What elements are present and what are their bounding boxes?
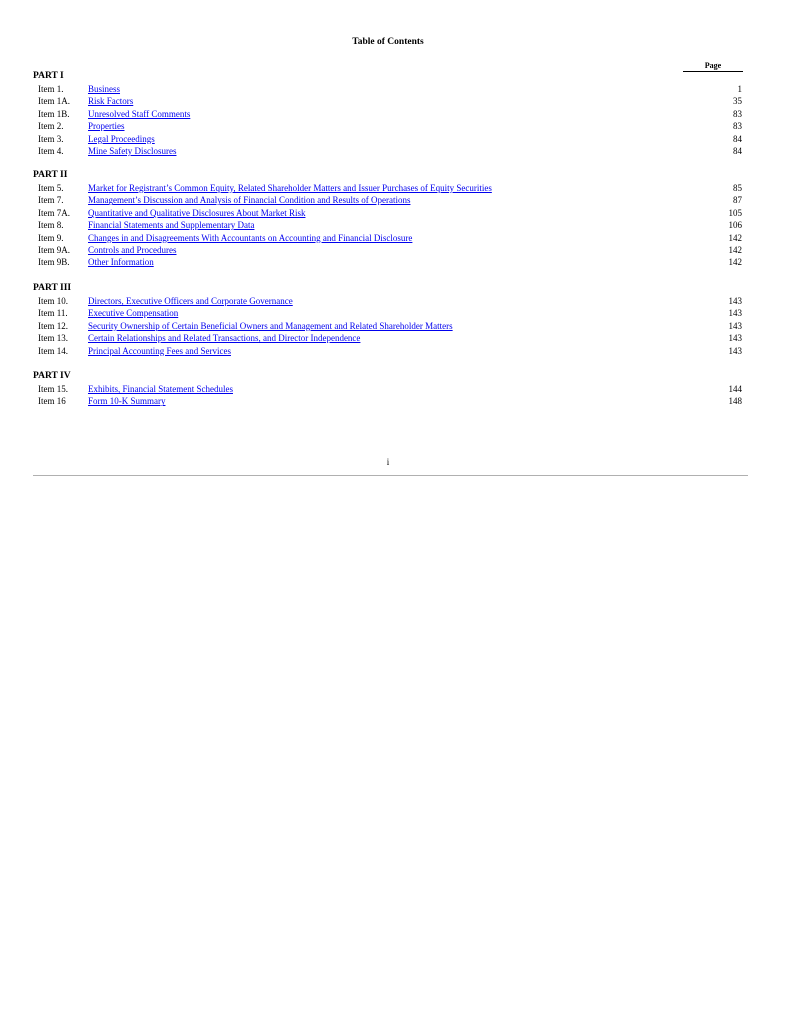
item-number: Item 15. xyxy=(38,384,68,394)
toc-row xyxy=(33,194,745,206)
item-link-executive-compensation[interactable]: Executive Compensation xyxy=(88,308,179,319)
item-number: Item 9. xyxy=(38,232,64,243)
item-link-accounting-fees[interactable]: Principal Accounting Fees and Services xyxy=(88,345,231,356)
toc-row xyxy=(33,95,745,107)
item-page: 143 xyxy=(728,345,742,356)
toc-row xyxy=(33,332,745,344)
item-link-legal-proceedings[interactable]: Legal Proceedings xyxy=(88,133,155,144)
item-page: 143 xyxy=(728,333,742,344)
part-3 xyxy=(33,282,745,357)
part-heading: PART III xyxy=(33,283,72,293)
item-link-business[interactable]: Business xyxy=(88,84,121,94)
item-number: Item 3. xyxy=(38,133,64,144)
toc-row xyxy=(33,182,745,194)
item-link-financial-statements[interactable]: Financial Statements and Supplementary Data xyxy=(88,220,255,231)
toc-row xyxy=(33,108,745,120)
item-page: 83 xyxy=(733,108,742,119)
item-link-other-information[interactable]: Other Information xyxy=(88,257,154,268)
toc-row xyxy=(33,256,745,268)
page-column-header: Page xyxy=(683,61,743,72)
toc-row xyxy=(33,383,745,395)
item-page: 143 xyxy=(728,308,742,319)
item-number: Item 13. xyxy=(38,333,68,344)
toc-row xyxy=(33,244,745,256)
item-page: 105 xyxy=(728,207,742,218)
item-number: Item 4. xyxy=(38,145,64,156)
toc-row xyxy=(33,307,745,319)
item-link-market-for-common-equity[interactable]: Market for Registrant’s Common Equity, Related Shareholder Matters and Issuer Purchases of Equity Securities xyxy=(88,183,492,193)
item-link-properties[interactable]: Properties xyxy=(88,121,125,132)
page-number: i xyxy=(386,457,390,467)
toc-row xyxy=(33,219,745,231)
item-page: 84 xyxy=(733,145,742,156)
item-number: Item 14. xyxy=(38,345,68,356)
item-number: Item 7A. xyxy=(38,207,70,218)
toc-row xyxy=(33,232,745,244)
page-divider xyxy=(33,475,748,476)
item-number: Item 2. xyxy=(38,121,64,132)
item-page: 142 xyxy=(728,244,742,255)
part-4 xyxy=(33,370,745,408)
toc-row xyxy=(33,133,745,145)
toc-row xyxy=(33,120,745,132)
toc-row xyxy=(33,395,745,407)
item-number: Item 8. xyxy=(38,220,64,231)
toc-row xyxy=(33,295,745,307)
item-number: Item 9A. xyxy=(38,244,70,255)
toc-row xyxy=(33,83,745,95)
item-link-mdna[interactable]: Management’s Discussion and Analysis of Financial Condition and Results of Operations xyxy=(88,195,411,206)
item-page: 84 xyxy=(733,133,742,144)
item-page: 142 xyxy=(728,257,742,268)
item-page: 142 xyxy=(728,232,742,243)
item-number: Item 11. xyxy=(38,308,68,319)
item-page: 35 xyxy=(733,96,742,107)
item-link-mine-safety-disclosures[interactable]: Mine Safety Disclosures xyxy=(88,145,177,156)
item-number: Item 10. xyxy=(38,296,68,306)
toc-row xyxy=(33,207,745,219)
item-link-form-10k-summary[interactable]: Form 10-K Summary xyxy=(88,396,166,407)
part-1 xyxy=(33,70,745,157)
toc-row xyxy=(33,145,745,157)
item-link-directors-officers[interactable]: Directors, Executive Officers and Corporate Governance xyxy=(88,296,293,306)
item-page: 83 xyxy=(733,121,742,132)
item-link-controls-and-procedures[interactable]: Controls and Procedures xyxy=(88,244,177,255)
item-page: 143 xyxy=(728,320,742,331)
part-heading: PART IV xyxy=(33,371,71,381)
part-2 xyxy=(33,169,745,269)
item-number: Item 1. xyxy=(38,84,64,94)
item-page: 106 xyxy=(728,220,742,231)
toc-row xyxy=(33,345,745,357)
item-page: 143 xyxy=(728,296,742,306)
item-number: Item 12. xyxy=(38,320,68,331)
toc-title: Table of Contents xyxy=(352,37,424,47)
item-link-changes-with-accountants[interactable]: Changes in and Disagreements With Accountants on Accounting and Financial Disclosure xyxy=(88,232,413,243)
part-heading: PART II xyxy=(33,170,68,180)
item-number: Item 1B. xyxy=(38,108,70,119)
item-number: Item 5. xyxy=(38,183,64,193)
item-link-exhibits[interactable]: Exhibits, Financial Statement Schedules xyxy=(88,384,233,394)
item-number: Item 9B. xyxy=(38,257,70,268)
item-page: 148 xyxy=(728,396,742,407)
item-number: Item 1A. xyxy=(38,96,70,107)
item-link-risk-factors[interactable]: Risk Factors xyxy=(88,96,134,107)
toc-row xyxy=(33,320,745,332)
item-page: 144 xyxy=(728,384,742,394)
item-link-security-ownership[interactable]: Security Ownership of Certain Beneficial Owners and Management and Related Shareholder Matters xyxy=(88,320,453,331)
item-page: 87 xyxy=(733,195,742,206)
item-page: 1 xyxy=(737,84,742,94)
item-page: 85 xyxy=(733,183,742,193)
item-link-market-risk[interactable]: Quantitative and Qualitative Disclosures About Market Risk xyxy=(88,207,306,218)
item-number: Item 16 xyxy=(38,396,66,407)
item-link-certain-relationships[interactable]: Certain Relationships and Related Transactions, and Director Independence xyxy=(88,333,361,344)
item-number: Item 7. xyxy=(38,195,64,206)
item-link-unresolved-staff-comments[interactable]: Unresolved Staff Comments xyxy=(88,108,191,119)
part-heading: PART I xyxy=(33,71,64,81)
